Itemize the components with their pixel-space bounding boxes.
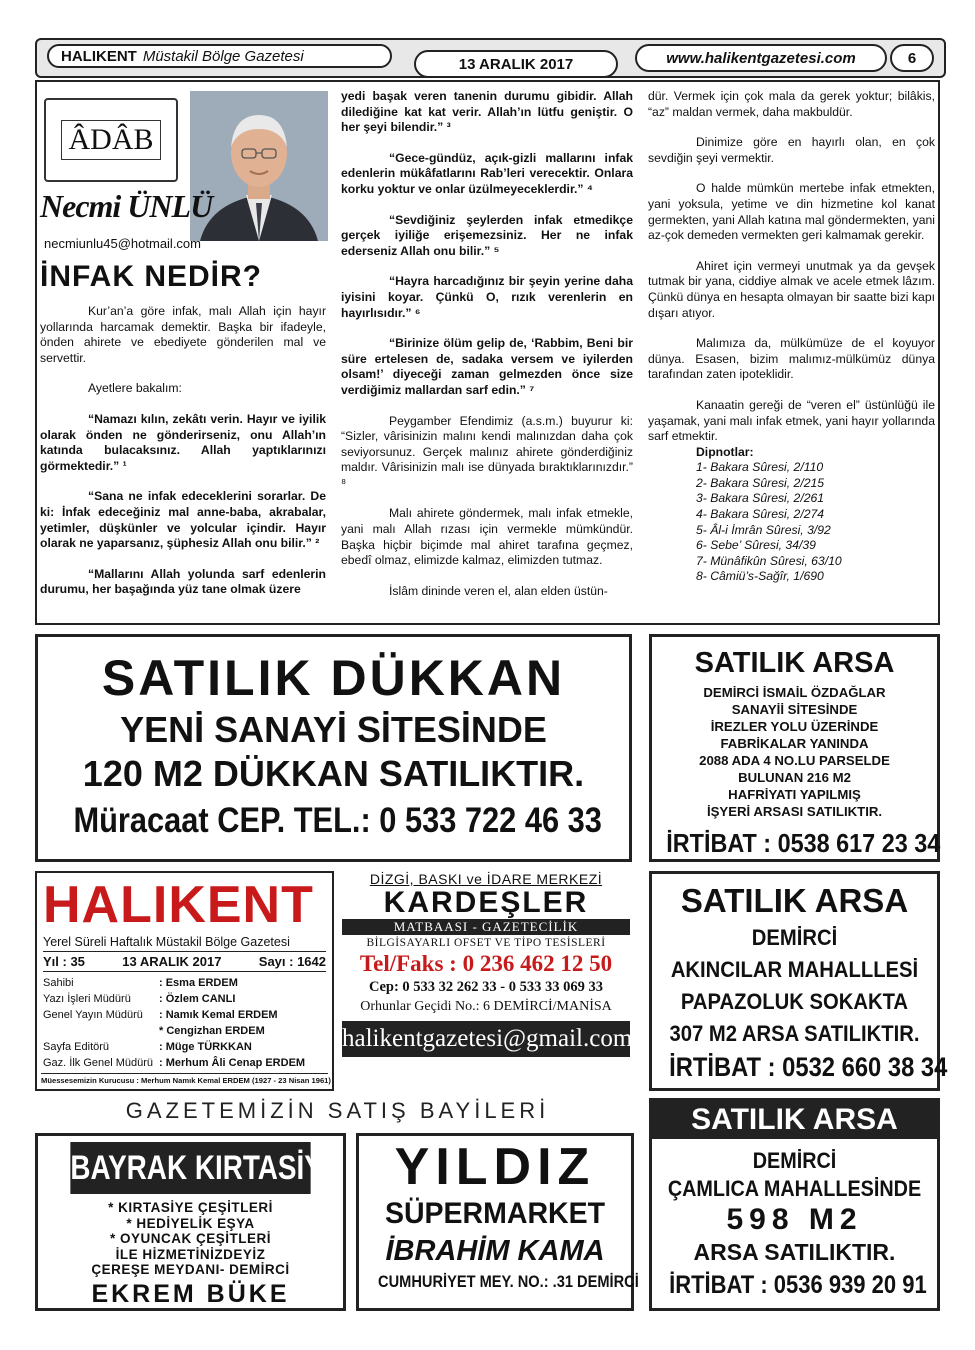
ad-satilik-arsa-3 xyxy=(649,1098,940,1311)
article-quote: “Namazı kılın, zekâtı verin. Hayır ve iyilik olarak önden ne gönderirseniz, onu Allah’ın katında bulacaksınız. Allah yaptıklarınızı görmektedir.” ¹ xyxy=(40,411,326,473)
ad-bayrak-kirtasiye xyxy=(35,1133,346,1311)
article-column-3 xyxy=(648,89,935,585)
header-brand-sub: Müstakil Bölge Gazetesi xyxy=(142,47,304,65)
ad-arsa2-line: 307 M2 ARSA SATILIKTIR. xyxy=(669,1021,920,1046)
staff-name: : Merhum Âli Cenap ERDEM xyxy=(159,1057,306,1069)
article-paragraph: Ahiret için vermeyi unutmak ya da gevşek tutmak bir yana, ciddiye almak ve acele etmek lâzım. Çünkü dünya en hesapta olmayan bir saatte bizi kapı dışarı atıyor. xyxy=(648,258,935,320)
ad-arsa2-body xyxy=(663,922,925,1050)
column-badge-label: ÂDÂB xyxy=(61,120,160,160)
staff-role: Sahibi xyxy=(43,977,74,989)
masthead-date: 13 ARALIK 2017 xyxy=(122,954,222,969)
article-quote: “Gece-gündüz, açık-gizli mallarını infak edenlerin mükâfatlarını Rab’leri verecektir. Onlara korku yoktur ve onlar üzülmeyeceklerdir.” ⁴ xyxy=(341,150,633,196)
ad-arsa3-size: 598 M2 xyxy=(726,1203,863,1236)
ad-yildiz-sub: SÜPERMARKET xyxy=(384,1197,606,1230)
ad-arsa1-title: SATILIK ARSA xyxy=(694,647,895,679)
ad-arsa1-line: 2088 ADA 4 NO.LU PARSELDE xyxy=(699,753,890,768)
ad-satilik-dukkan xyxy=(35,634,632,862)
ad-arsa2-line: PAPAZOLUK SOKAKTA xyxy=(680,989,909,1014)
article-paragraph: dür. Vermek için çok mala da gerek yoktur; bilâkis, “az” maldan vermek, daha makbuldür. xyxy=(648,89,935,119)
staff-name: : Müge TÜRKKAN xyxy=(159,1041,252,1053)
article-title: İNFAK NEDİR? xyxy=(40,260,262,293)
ad-dukkan-title: SATILIK DÜKKAN xyxy=(101,650,566,706)
staff-name: : Esma ERDEM xyxy=(159,977,238,989)
staff-row xyxy=(43,1055,326,1071)
footnote: 2- Bakara Sûresi, 2/215 xyxy=(696,475,825,490)
ad-arsa3-contact: İRTİBAT : 0536 939 20 91 xyxy=(669,1271,927,1299)
ad-arsa1-contact: İRTİBAT : 0538 617 23 34 xyxy=(666,828,941,858)
article-quote: “Sana ne infak edeceklerini sorarlar. De ki: İnfak edeceğiniz mal anne-baba, akrabalar, yetimler, düşkünler ve yolcular içindir. Hayır olarak ne yaparsanız, şüphesiz Allah onu bilir.” ² xyxy=(40,489,326,551)
printer-telfax: Tel/Faks : 0 236 462 12 50 xyxy=(359,951,613,976)
staff-name: : Namık Kemal ERDEM xyxy=(159,1009,278,1021)
page-header xyxy=(35,38,946,78)
article-paragraph: Malımıza da, mülkümüze de el koyuyor dünya. Esasen, bizim malımız-mülkümüz dünya tarafından zaten ipoteklidir. xyxy=(648,336,935,382)
header-website: www.halikentgazetesi.com xyxy=(635,44,887,72)
staff-row xyxy=(43,1023,326,1039)
author-name: Necmi ÜNLÜ xyxy=(40,188,213,224)
staff-role: Genel Yayın Müdürü xyxy=(43,1009,143,1021)
staff-role: Gaz. İlk Genel Müdürü xyxy=(43,1057,154,1069)
footnote: 8- Câmiü’s-Sağîr, 1/690 xyxy=(696,569,824,584)
footnotes-title: Dipnotlar: xyxy=(696,444,754,459)
ad-bayrak-line: İLE HİZMETİNİZDEYİZ xyxy=(115,1246,266,1262)
footnotes xyxy=(648,445,935,585)
masthead-staff xyxy=(43,975,326,1071)
footnote: 1- Bakara Sûresi, 2/110 xyxy=(696,460,824,475)
ad-arsa1-line: SANAYİİ SİTESİNDE xyxy=(731,702,858,717)
ad-bayrak-line: * KIRTASİYE ÇEŞİTLERİ xyxy=(108,1200,273,1215)
ad-dukkan-contact: Müracaat CEP. TEL.: 0 533 722 46 33 xyxy=(73,801,602,840)
masthead-year: Yıl : 35 xyxy=(43,954,85,969)
article-quote: “Birinize ölüm gelip de, ‘Rabbim, Beni bir süre ertelesen de, sadaka versem ve iyilerden olsam!’ diyeceği zaman gelmezden önce size verdiğimiz mallardan sarf edin.” ⁷ xyxy=(341,336,633,397)
author-email: necmiunlu45@hotmail.com xyxy=(44,236,201,251)
ad-arsa3-title: SATILIK ARSA xyxy=(652,1101,937,1139)
article-paragraph: Peygamber Efendimiz (a.s.m.) buyurur ki: “Sizler, vârisinizin malını kendi malınızdan daha çok seviyorsunuz. Gerçek malınız ahirete gönderdiğiniz maldır. Vârisinizin malı ise dünyada bıraktıklarınızdır.” ⁸ xyxy=(341,413,633,490)
ad-yildiz-title: YILDIZ xyxy=(394,1138,596,1196)
staff-row xyxy=(43,1039,326,1055)
masthead-founder: Müessesemizin Kurucusu : Merhum Namık Kemal ERDEM (1927 - 23 Nisan 1961) xyxy=(41,1073,328,1085)
masthead-issue: Sayı : 1642 xyxy=(258,954,326,969)
printer-cep: Cep: 0 533 32 262 33 - 0 533 33 069 33 xyxy=(368,979,603,995)
article-paragraph: Ayetlere bakalım: xyxy=(88,381,182,396)
printer-box xyxy=(340,871,632,1091)
article-quote: “Sevdiğiniz şeylerden infak etmedikçe gerçek iyiliğe erişemezsiniz. Her ne infak ederseniz Allah onu bilir.” ⁵ xyxy=(341,212,633,258)
dealers-title: GAZETEMİZİN SATIŞ BAYİLERİ xyxy=(125,1098,550,1123)
staff-role: Yazı İşleri Müdürü xyxy=(43,993,131,1005)
ad-yildiz-supermarket xyxy=(356,1133,639,1311)
header-brand-pill xyxy=(47,44,392,68)
footnote: 4- Bakara Sûresi, 2/274 xyxy=(696,507,825,522)
article-column-2 xyxy=(341,89,633,599)
footnote: 7- Münâfikûn Sûresi, 63/10 xyxy=(696,553,842,568)
article-paragraph: Malı ahirete göndermek, malı infak etmekle, yani malı Allah rızası için vermekle mümkündür. Başka hiçbir biçimde mal ahiret tarafına geçmez, ebedî olmaz, elimizde kalmaz, elimizden tutmaz. xyxy=(341,506,633,568)
article-quote: “Mallarını Allah yolunda sarf edenlerin durumu, her başağında yüz tane olmak üzere xyxy=(40,566,326,597)
staff-row xyxy=(43,1007,326,1023)
ad-arsa2-contact: İRTİBAT : 0532 660 38 34 xyxy=(669,1052,948,1082)
article-paragraph: O halde mümkün mertebe infak etmekten, yani yoksula, yetime ve din hizmetine kol kanat germekten, yani Allah katına mal göndermekten, yani az-çok demeden vermekten geri kalmamak gerekir. xyxy=(648,181,935,243)
ad-yildiz-address: CUMHURİYET MEY. NO.: .31 DEMİRCİ xyxy=(378,1272,639,1291)
ad-arsa1-line: İŞYERİ ARSASI SATILIKTIR. xyxy=(706,804,883,819)
header-brand: HALIKENT xyxy=(61,47,137,65)
printer-desc: BİLGİSAYARLI OFSET VE TİPO TESİSLERİ xyxy=(366,937,606,949)
masthead-subtitle: Yerel Süreli Haftalık Müstakil Bölge Gazetesi xyxy=(43,935,326,952)
ad-arsa1-line: FABRİKALAR YANINDA xyxy=(720,736,869,751)
ad-dukkan-line1: YENİ SANAYİ SİTESİNDE xyxy=(120,709,547,750)
ad-bayrak-line: * OYUNCAK ÇEŞİTLERİ xyxy=(109,1231,271,1246)
printer-address: Orhunlar Geçidi No.: 6 DEMİRCİ/MANİSA xyxy=(360,999,612,1014)
ad-bayrak-title: BAYRAK KIRTASİYE xyxy=(70,1142,310,1194)
ad-dukkan-line2: 120 M2 DÜKKAN SATILIKTIR. xyxy=(82,753,585,794)
ad-arsa3-line: ÇAMLICA MAHALLESİNDE xyxy=(667,1176,922,1201)
footnote: 5- Âl-i İmrân Sûresi, 3/92 xyxy=(696,522,831,537)
ad-satilik-arsa-1 xyxy=(649,634,940,862)
ad-arsa2-title: SATILIK ARSA xyxy=(680,882,909,919)
ad-arsa1-line: İREZLER YOLU ÜZERİNDE xyxy=(710,719,879,734)
printer-email: halikentgazetesi@gmail.com xyxy=(342,1021,630,1057)
ad-arsa1-line: HAFRİYATI YAPILMIŞ xyxy=(728,787,861,802)
column-badge xyxy=(44,98,178,182)
staff-row xyxy=(43,975,326,991)
ad-bayrak-line: ÇEREŞE MEYDANI- DEMİRCİ xyxy=(91,1262,290,1277)
article-paragraph: Kur’an’a göre infak, malı Allah için hayır yollarında harcamak demektir. Başka bir ifadeyle, önden ahirete ve ebediyete gönderilen mal ve servettir. xyxy=(40,304,326,365)
footnote: 6- Sebe’ Sûresi, 34/39 xyxy=(696,538,816,553)
ad-bayrak-body xyxy=(38,1200,343,1278)
staff-role: Sayfa Editörü xyxy=(43,1041,110,1053)
article-paragraph: Dinimize göre en hayırlı olan, en çok sevdiğin şeyi vermektir. xyxy=(648,135,935,165)
ad-arsa1-line: BULUNAN 216 M2 xyxy=(738,770,851,785)
ad-arsa1-body xyxy=(652,684,937,820)
staff-name: * Cengizhan ERDEM xyxy=(159,1025,265,1037)
ad-yildiz-owner: İBRAHİM KAMA xyxy=(385,1235,605,1267)
article-column-1 xyxy=(40,304,326,598)
header-date: 13 ARALIK 2017 xyxy=(414,50,618,78)
article-quote: “Hayra harcadığınız bir şeyin yerine daha iyisini koyar. Çünkü O, rızık verenlerin en hayırlısıdır.” ⁶ xyxy=(341,274,633,320)
footnote: 3- Bakara Sûresi, 2/261 xyxy=(696,491,825,506)
staff-role xyxy=(43,1023,159,1039)
article-paragraph: İslâm dininde veren el, alan elden üstün- xyxy=(389,583,608,598)
ad-bayrak-owner: EKREM BÜKE xyxy=(91,1279,290,1308)
ad-arsa3-body xyxy=(666,1147,923,1203)
ad-satilik-arsa-2 xyxy=(649,871,948,1091)
page-number: 6 xyxy=(890,44,934,72)
staff-row xyxy=(43,991,326,1007)
article-quote: yedi başak veren tanenin durumu gibidir. Allah dilediğine kat kat verir. Allah’ın lütfu geniştir. O her şeyi bilendir.” ³ xyxy=(341,89,633,135)
masthead-box xyxy=(35,871,334,1091)
article-paragraph: Kanaatin gereği de “veren el” üstünlüğü ile yaşamak, yani malı infak etmek, yani hayır yollarında sarf etmektir. xyxy=(648,397,935,444)
printer-sub: MATBAASI - GAZETECİLİK xyxy=(342,919,630,935)
ad-arsa2-line: DEMİRCİ xyxy=(751,925,838,950)
ad-arsa3-line3: ARSA SATILIKTIR. xyxy=(693,1239,896,1265)
masthead-meta xyxy=(43,954,326,972)
printer-name: KARDEŞLER xyxy=(383,886,589,919)
masthead-logo: HALIKENT xyxy=(43,876,314,934)
staff-name: : Özlem CANLI xyxy=(159,993,236,1005)
ad-bayrak-line: * HEDİYELİK EŞYA xyxy=(126,1215,255,1231)
ad-arsa2-line: AKINCILAR MAHALLLESİ xyxy=(670,957,919,982)
ad-arsa3-line: DEMİRCİ xyxy=(752,1148,837,1173)
ad-arsa1-line: DEMİRCİ İSMAİL ÖZDAĞLAR xyxy=(703,685,886,700)
printer-top: DİZGİ, BASKI ve İDARE MERKEZİ xyxy=(369,871,603,887)
